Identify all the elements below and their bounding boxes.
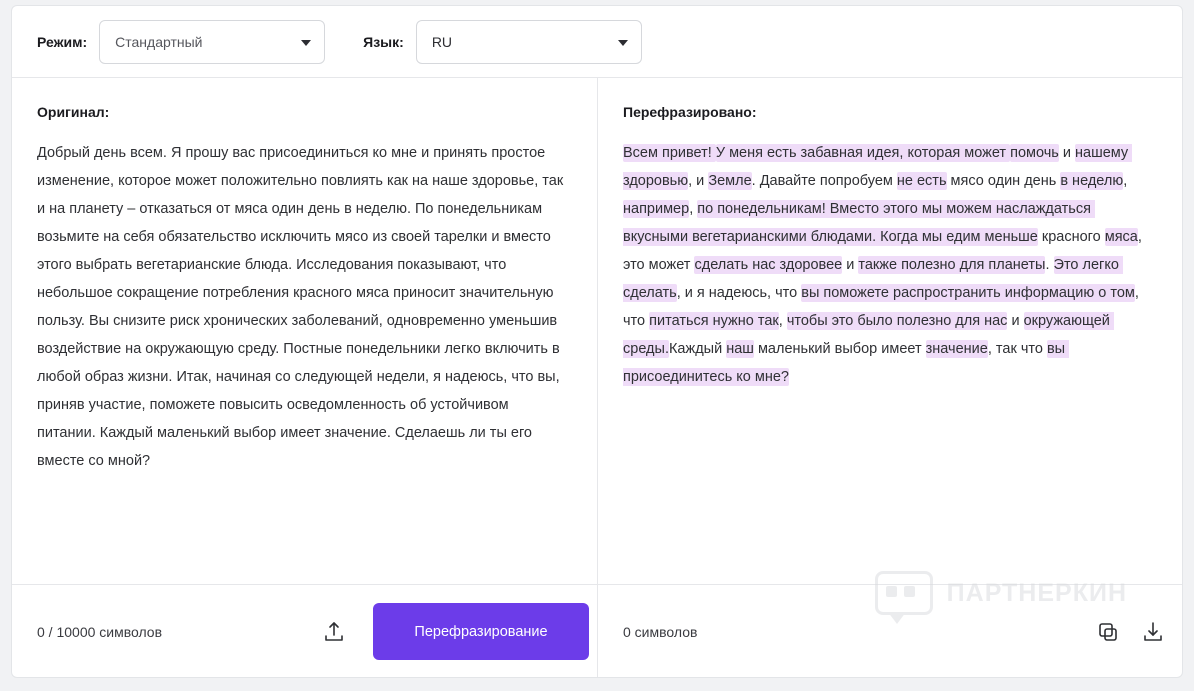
paraphrase-plain: мясо один день bbox=[946, 173, 1061, 189]
paraphrase-highlight: наш bbox=[726, 341, 754, 357]
language-select-value: RU bbox=[431, 33, 453, 50]
paraphrase-plain: , bbox=[689, 201, 698, 217]
paraphrase-highlight: в неделю bbox=[1060, 173, 1124, 189]
mode-field-group bbox=[37, 20, 325, 64]
paraphrase-highlight: Земле bbox=[708, 173, 752, 189]
upload-icon[interactable] bbox=[322, 620, 346, 644]
language-label: Язык: bbox=[363, 33, 404, 50]
language-field-group bbox=[363, 20, 642, 64]
mode-select[interactable] bbox=[99, 20, 325, 64]
original-panel bbox=[12, 78, 598, 584]
paraphrase-plain: и bbox=[842, 257, 859, 273]
paraphrase-plain: красного bbox=[1037, 229, 1105, 245]
mode-select-value: Стандартный bbox=[115, 33, 203, 50]
language-select[interactable] bbox=[416, 20, 642, 64]
paraphrase-highlight: Всем привет! bbox=[623, 145, 716, 161]
chevron-down-icon bbox=[618, 40, 628, 46]
paraphrase-highlight: вы присоединитесь ко мне? bbox=[623, 341, 1070, 385]
paraphrase-plain: , и bbox=[688, 173, 709, 189]
paraphrase-highlight: не есть bbox=[896, 173, 947, 189]
paraphrase-highlight: например bbox=[623, 201, 690, 217]
paraphrase-highlight: чтобы это было полезно для нас bbox=[786, 313, 1008, 329]
chevron-down-icon bbox=[301, 40, 311, 46]
paraphrased-char-counter: 0 символов bbox=[623, 624, 698, 640]
paraphrase-highlight: У меня есть забавная идея, которая может bbox=[715, 145, 1011, 161]
paraphrase-highlight: вы поможете распространить информацию о том bbox=[801, 285, 1135, 301]
paraphrase-highlight: мяса bbox=[1104, 229, 1138, 245]
original-textarea[interactable]: Добрый день всем. Я прошу вас присоединиться ко мне и принять простое изменение, которое может положительно повлиять как на наше здоровье, так и на планету – отказаться от мяса один день в неделю. По понедельникам возьмите на себя обязательство исключить мясо из своей тарелки и вместо этого выбрать вегетарианские блюда. Исследования показывают, что небольшое сокращение потребления красного мяса приносит значительную пользу. Вы снизите риск хронических заболеваний, одновременно уменьшив воздействие на окружающую среду. Постные понедельники легко включить в любой образ жизни. Итак, начиная со следующей недели, я надеюсь, что вы, приняв участие, поможете повысить осведомленность об устойчивом питании. Каждый маленький выбор имеет значение. Сделаешь ли ты его вместе со мной? bbox=[37, 145, 568, 469]
paraphrase-button[interactable]: Перефразирование bbox=[373, 603, 589, 660]
toolbar bbox=[12, 6, 1182, 78]
paraphrase-plain: , так что bbox=[987, 341, 1047, 357]
paraphrase-plain: . Давайте попробуем bbox=[751, 173, 897, 189]
paraphrase-plain: маленький выбор имеет bbox=[753, 341, 926, 357]
download-icon[interactable] bbox=[1141, 620, 1165, 644]
panels bbox=[12, 78, 1182, 584]
original-char-counter: 0 / 10000 символов bbox=[37, 624, 163, 640]
paraphrase-plain: и bbox=[1007, 313, 1024, 329]
paraphrased-output[interactable] bbox=[623, 139, 1154, 391]
paraphrase-highlight: по понедельникам! Вместо этого мы можем наслаждаться вкусными вегетарианскими блюдами. Когда мы едим меньше bbox=[623, 201, 1095, 245]
paraphrased-panel bbox=[598, 78, 1182, 584]
paraphrase-highlight: нашему здоровью bbox=[623, 145, 1133, 189]
paraphrase-highlight: также полезно для планеты bbox=[858, 257, 1046, 273]
footer-right bbox=[598, 585, 1182, 678]
copy-icon[interactable] bbox=[1096, 620, 1120, 644]
paraphrase-plain: и bbox=[1058, 145, 1076, 161]
paraphrase-plain: , это может bbox=[623, 229, 1146, 273]
paraphrase-plain: . bbox=[1045, 257, 1054, 273]
paraphrase-highlight: сделать нас здоровее bbox=[694, 257, 843, 273]
paraphrase-plain: , bbox=[778, 313, 787, 329]
paraphrase-highlight: Это легко сделать bbox=[623, 257, 1123, 301]
paraphrase-highlight: помочь bbox=[1010, 145, 1059, 161]
footer bbox=[12, 584, 1182, 678]
mode-label: Режим: bbox=[37, 33, 88, 50]
paraphrase-plain: , что bbox=[623, 285, 1143, 329]
paraphraser-card bbox=[11, 5, 1183, 678]
footer-left bbox=[12, 585, 598, 678]
original-title: Оригинал: bbox=[37, 104, 110, 120]
paraphrased-title: Перефразировано: bbox=[623, 104, 757, 120]
paraphrase-plain: , bbox=[1123, 173, 1132, 189]
paraphrase-highlight: окружающей среды. bbox=[623, 313, 1114, 357]
paraphrase-plain: Каждый bbox=[668, 341, 727, 357]
paraphrase-highlight: питаться нужно так bbox=[649, 313, 779, 329]
paraphrase-highlight: значение bbox=[925, 341, 988, 357]
watermark-text: ПАРТНЕРКИН bbox=[946, 578, 1127, 607]
paraphrase-plain: , и я надеюсь, что bbox=[676, 285, 802, 301]
